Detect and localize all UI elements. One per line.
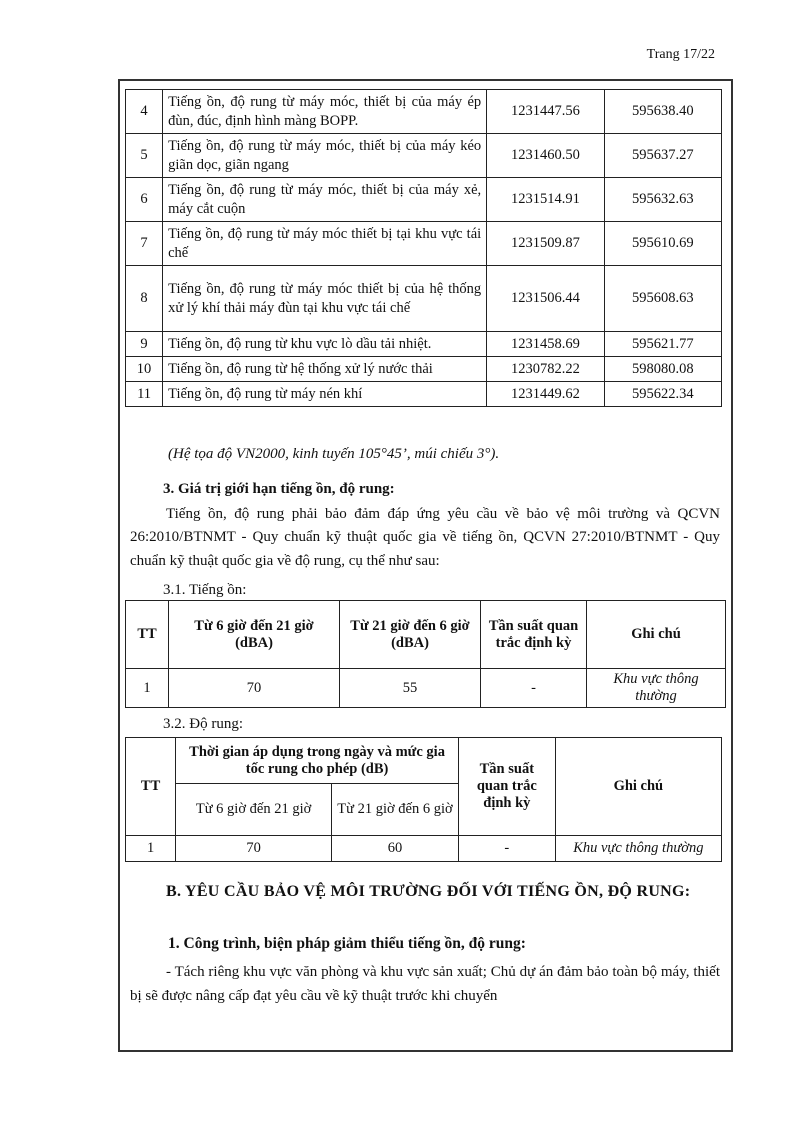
point-y-coordinate: 595610.69 [604, 222, 721, 266]
noise-row-night: 55 [340, 669, 481, 708]
table-row [126, 382, 722, 407]
point-number: 11 [126, 382, 163, 407]
noise-header-day: Từ 6 giờ đến 21 giờ (dBA) [169, 601, 340, 669]
section-b1-paragraph: - Tách riêng khu vực văn phòng và khu vực sản xuất; Chủ dự án đảm bảo toàn bộ máy, thiết bị sẽ được nâng cấp đạt yêu cầu về kỹ thuật trước khi chuyển [130, 964, 720, 1004]
section-3-paragraph: Tiếng ồn, độ rung phải bảo đảm đáp ứng yêu cầu về bảo vệ môi trường và QCVN 26:2010/BTNMT - Quy chuẩn kỹ thuật quốc gia về tiếng ồn, QCVN 27:2010/BTNMT - Quy chuẩn kỹ thuật quốc gia về độ rung, cụ thể như sau: [130, 506, 720, 569]
table-row [126, 357, 722, 382]
vib-header-tt: TT [126, 738, 176, 836]
point-description: Tiếng ồn, độ rung từ hệ thống xử lý nước thải [163, 357, 487, 382]
table-row [126, 134, 722, 178]
noise-header-night: Từ 21 giờ đến 6 giờ (dBA) [340, 601, 481, 669]
page-number: Trang 17/22 [646, 47, 715, 62]
noise-row-note: Khu vực thông thường [587, 669, 726, 708]
vib-header-frequency: Tần suất quan trắc định kỳ [458, 738, 555, 836]
point-x-coordinate: 1231458.69 [487, 332, 604, 357]
point-y-coordinate: 595608.63 [604, 266, 721, 332]
monitoring-points-table [125, 89, 722, 407]
coordinate-note: (Hệ tọa độ VN2000, kinh tuyến 105°45’, múi chiếu 3°). [168, 446, 500, 462]
vib-header-night: Từ 21 giờ đến 6 giờ [331, 784, 458, 836]
point-x-coordinate: 1231449.62 [487, 382, 604, 407]
vib-row-night: 60 [331, 836, 458, 862]
vibration-limits-table [125, 737, 722, 862]
point-description: Tiếng ồn, độ rung từ máy móc, thiết bị của máy kéo giãn dọc, giãn ngang [163, 134, 487, 178]
point-number: 8 [126, 266, 163, 332]
table-row [126, 222, 722, 266]
noise-header-note: Ghi chú [587, 601, 726, 669]
point-x-coordinate: 1231506.44 [487, 266, 604, 332]
table-row [126, 266, 722, 332]
point-y-coordinate: 595637.27 [604, 134, 721, 178]
table-row [126, 332, 722, 357]
noise-row-tt: 1 [126, 669, 169, 708]
noise-header-tt: TT [126, 601, 169, 669]
section-b1-title: 1. Công trình, biện pháp giảm thiểu tiếng ồn, độ rung: [168, 935, 526, 952]
point-number: 6 [126, 178, 163, 222]
vib-row-day: 70 [176, 836, 332, 862]
vib-row-note: Khu vực thông thường [555, 836, 721, 862]
section-b-title: B. YÊU CẦU BẢO VỆ MÔI TRƯỜNG ĐỐI VỚI TIẾNG ỒN, ĐỘ RUNG: [166, 883, 691, 900]
point-y-coordinate: 595621.77 [604, 332, 721, 357]
point-x-coordinate: 1230782.22 [487, 357, 604, 382]
table-row [126, 178, 722, 222]
point-y-coordinate: 595622.34 [604, 382, 721, 407]
point-x-coordinate: 1231514.91 [487, 178, 604, 222]
point-y-coordinate: 595632.63 [604, 178, 721, 222]
point-y-coordinate: 595638.40 [604, 90, 721, 134]
point-description: Tiếng ồn, độ rung từ máy móc, thiết bị của máy ép đùn, đúc, định hình màng BOPP. [163, 90, 487, 134]
vib-row-tt: 1 [126, 836, 176, 862]
noise-row-frequency: - [481, 669, 587, 708]
point-x-coordinate: 1231460.50 [487, 134, 604, 178]
noise-subtitle: 3.1. Tiếng ồn: [163, 582, 247, 598]
point-description: Tiếng ồn, độ rung từ máy móc thiết bị tại khu vực tái chế [163, 222, 487, 266]
point-description: Tiếng ồn, độ rung từ máy móc thiết bị của hệ thống xử lý khí thải máy đùn tại khu vực tái chế [163, 266, 487, 332]
point-number: 5 [126, 134, 163, 178]
point-number: 10 [126, 357, 163, 382]
section-3-title: 3. Giá trị giới hạn tiếng ồn, độ rung: [163, 481, 395, 497]
vib-row-frequency: - [458, 836, 555, 862]
vibration-subtitle: 3.2. Độ rung: [163, 716, 243, 732]
point-number: 9 [126, 332, 163, 357]
point-x-coordinate: 1231509.87 [487, 222, 604, 266]
point-number: 7 [126, 222, 163, 266]
point-description: Tiếng ồn, độ rung từ khu vực lò dầu tải nhiệt. [163, 332, 487, 357]
noise-row-day: 70 [169, 669, 340, 708]
noise-header-frequency: Tần suất quan trắc định kỳ [481, 601, 587, 669]
point-description: Tiếng ồn, độ rung từ máy móc, thiết bị của máy xẻ, máy cắt cuộn [163, 178, 487, 222]
vib-header-day: Từ 6 giờ đến 21 giờ [176, 784, 332, 836]
table-row [126, 90, 722, 134]
point-number: 4 [126, 90, 163, 134]
point-x-coordinate: 1231447.56 [487, 90, 604, 134]
point-description: Tiếng ồn, độ rung từ máy nén khí [163, 382, 487, 407]
vib-header-group: Thời gian áp dụng trong ngày và mức gia tốc rung cho phép (dB) [176, 738, 459, 784]
vib-header-note: Ghi chú [555, 738, 721, 836]
point-y-coordinate: 598080.08 [604, 357, 721, 382]
noise-limits-table [125, 600, 726, 708]
